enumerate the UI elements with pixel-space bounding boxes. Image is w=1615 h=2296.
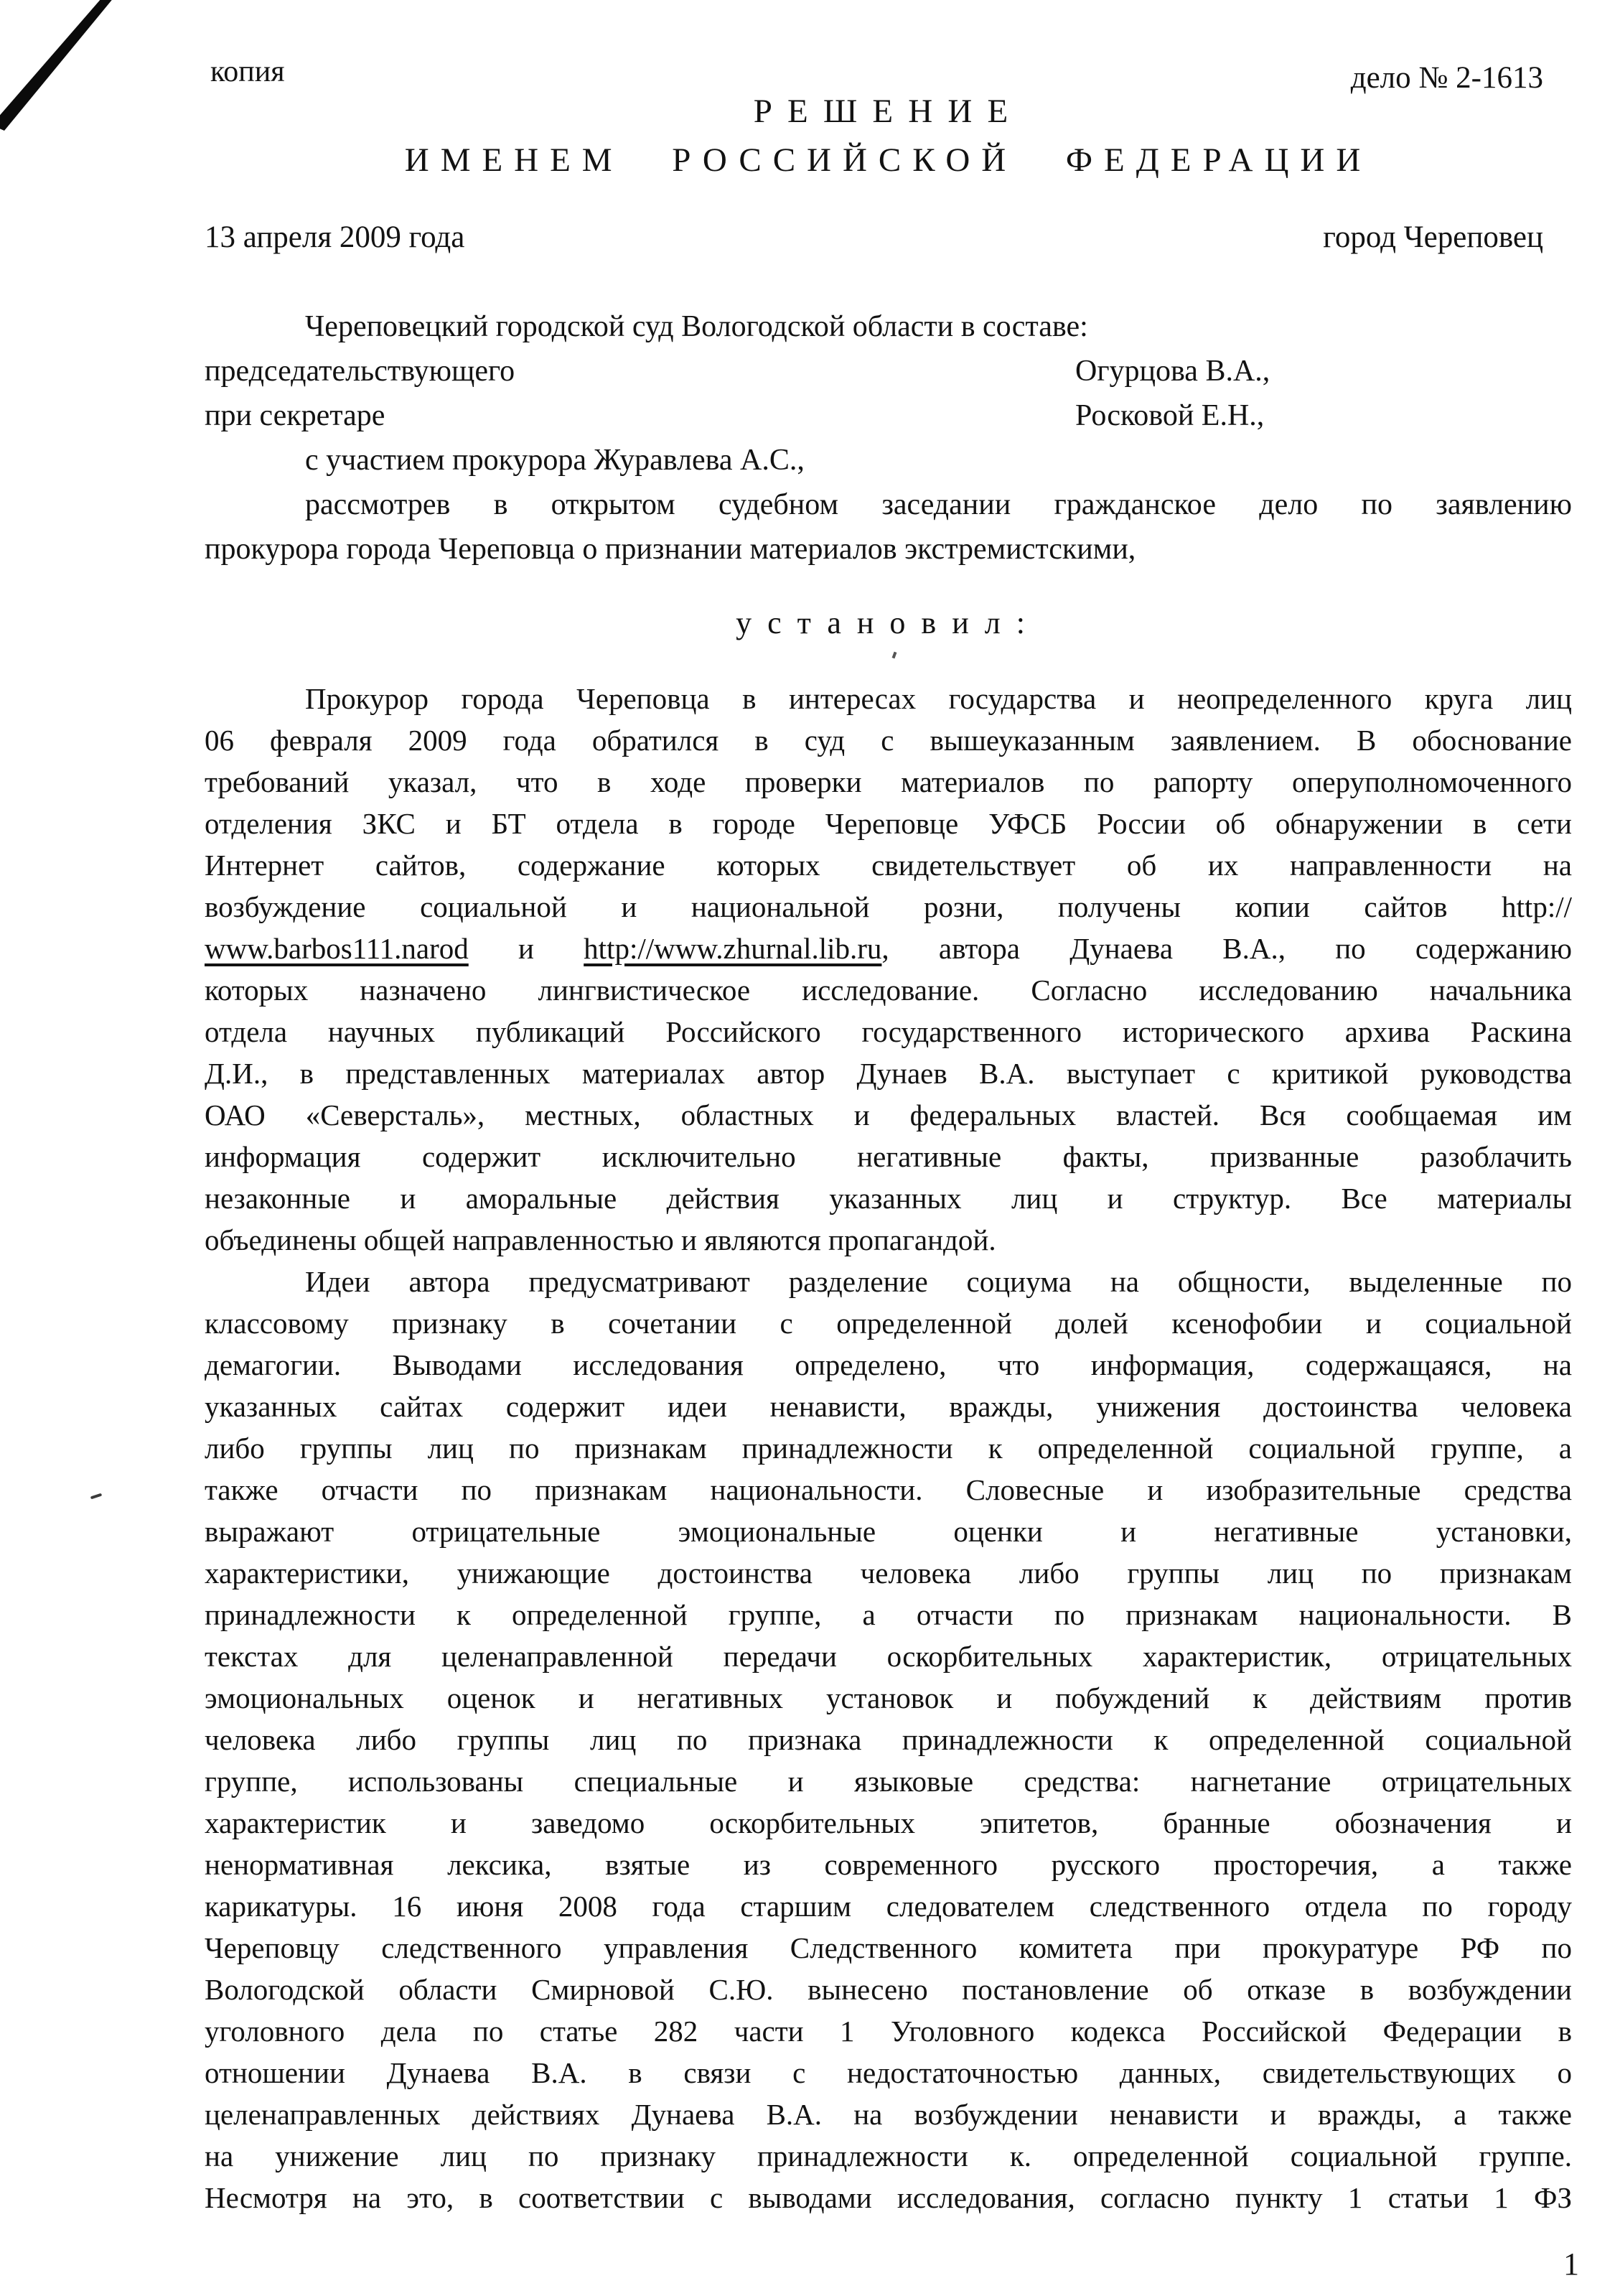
text-run: 06 февраля 2009 года обратился в суд с вышеуказанным заявлением. В обоснование [205, 724, 1572, 757]
copy-label: копия [210, 55, 285, 88]
text-run: Прокурор города Череповца в интересах государства и неопределенного круга лиц [305, 682, 1572, 715]
text-line [205, 1760, 1572, 1802]
text-run: объединены общей направленностью и являются пропагандой. [205, 1223, 996, 1256]
text-line [205, 1594, 1572, 1635]
text-line [205, 1302, 1572, 1344]
text-line [205, 1011, 1572, 1053]
text-run: Идеи автора предусматривают разделение социума на общности, выделенные по [305, 1265, 1572, 1298]
considered-lines [205, 482, 1572, 571]
text-run: Череповцу следственного управления Следственного комитета при прокуратуре РФ по [205, 1931, 1572, 1964]
text-run: характеристик и заведомо оскорбительных эпитетов, бранные обозначения и [205, 1806, 1572, 1839]
text-line [205, 482, 1572, 527]
text-line [205, 1053, 1572, 1094]
text-run: и [468, 932, 584, 965]
text-line [205, 1511, 1572, 1552]
text-run: прокурора города Череповца о признании материалов экстремистскими, [205, 533, 1136, 566]
text-line [205, 886, 1572, 928]
decision-body [205, 678, 1572, 2218]
text-run: Несмотря на это, в соответствии с выводами исследования, согласно пункту 1 статьи 1 ФЗ [205, 2181, 1572, 2214]
text-run: информация содержит исключительно негативные факты, призванные разоблачить [205, 1140, 1572, 1173]
text-run: незаконные и аморальные действия указанных лиц и структур. Все материалы [205, 1182, 1572, 1215]
underlined-url: http://www.zhurnal.lib.ru [584, 932, 882, 965]
decision-city: город Череповец [1323, 220, 1543, 254]
decision-title: РЕШЕНИЕ [753, 93, 1024, 130]
text-line [205, 2135, 1572, 2177]
text-line [205, 1885, 1572, 1927]
dot-scan-artifact [892, 652, 897, 659]
text-line [205, 1635, 1572, 1677]
text-line [205, 761, 1572, 803]
text-line [205, 1469, 1572, 1511]
date-city-row [205, 220, 1543, 255]
text-run: , автора Дунаева В.А., по содержанию [881, 932, 1572, 965]
decision-date: 13 апреля 2009 года [205, 220, 465, 254]
established-heading: установил: [736, 605, 1041, 640]
secretary-role: при секретаре [205, 399, 385, 432]
text-line [205, 2010, 1572, 2052]
presiding-judge-role: председательствующего [205, 355, 515, 388]
text-line [205, 928, 1572, 969]
text-run: выражают отрицательные эмоциональные оценки и негативные установки, [205, 1515, 1572, 1548]
text-run: демагогии. Выводами исследования определено, что информация, содержащаяся, на [205, 1348, 1572, 1381]
text-run: принадлежности к определенной группе, а отчасти по признакам национальности. В [205, 1598, 1572, 1631]
text-line [205, 1969, 1572, 2010]
text-run: карикатуры. 16 июня 2008 года старшим следователем следственного отдела по городу [205, 1890, 1572, 1923]
text-run: текстах для целенаправленной передачи оскорбительных характеристик, отрицательных [205, 1640, 1572, 1673]
text-run: требований указал, что в ходе проверки материалов по рапорту оперуполномоченного [205, 765, 1572, 798]
court-composition-block [205, 304, 1572, 571]
text-line [205, 969, 1572, 1011]
text-run: Интернет сайтов, содержание которых свидетельствует об их направленности на [205, 849, 1572, 882]
case-number: дело № 2-1613 [1350, 61, 1543, 95]
page-number: 1 [1563, 2246, 1579, 2282]
text-run: целенаправленных действиях Дунаева В.А. на возбуждении ненависти и вражды, а также [205, 2098, 1572, 2131]
text-line [205, 1386, 1572, 1427]
pen-stroke-mark [0, 0, 126, 141]
text-line [205, 719, 1572, 761]
text-line [205, 678, 1572, 719]
text-run: отношении Дунаева В.А. в связи с недостаточностью данных, свидетельствующих о [205, 2056, 1572, 2089]
text-line [205, 1177, 1572, 1219]
facts-paragraph-2 [205, 1261, 1572, 2218]
text-line [205, 1427, 1572, 1469]
text-run: Вологодской области Смирновой С.Ю. вынесено постановление об отказе в возбуждении [205, 1973, 1572, 2006]
text-line [205, 1094, 1572, 1136]
text-run: возбуждение социальной и национальной розни, получены копии сайтов http:// [205, 890, 1572, 923]
text-run: указанных сайтах содержит идеи ненависти, вражды, унижения достоинства человека [205, 1390, 1572, 1423]
text-run: уголовного дела по статье 282 части 1 Уголовного кодекса Российской Федерации в [205, 2015, 1572, 2048]
text-run: либо группы лиц по признакам принадлежности к определенной социальной группе, а [205, 1432, 1572, 1465]
text-run: эмоциональных оценок и негативных установок и побуждений к действиям против [205, 1681, 1572, 1714]
text-line [205, 1927, 1572, 1969]
in-the-name-of-rf-title: ИМЕНЕМ РОССИЙСКОЙ ФЕДЕРАЦИИ [404, 141, 1372, 179]
text-line [205, 527, 1572, 571]
text-line [205, 1719, 1572, 1760]
text-run: рассмотрев в открытом судебном заседании гражданское дело по заявлению [305, 488, 1572, 521]
text-line [205, 1136, 1572, 1177]
text-run: которых назначено лингвистическое исследование. Согласно исследованию начальника [205, 974, 1572, 1007]
text-line [205, 1261, 1572, 1302]
text-line [205, 2094, 1572, 2135]
prosecutor-line: с участием прокурора Журавлева А.С., [305, 444, 805, 477]
text-run: на унижение лиц по признаку принадлежности к. определенной социальной группе. [205, 2139, 1572, 2173]
text-run: характеристики, унижающие достоинства человека либо группы лиц по признакам [205, 1557, 1572, 1590]
text-line [205, 844, 1572, 886]
text-run: человека либо группы лиц по признака принадлежности к определенной социальной [205, 1723, 1572, 1756]
text-line [205, 1552, 1572, 1594]
text-run: классовому признаку в сочетании с определенной долей ксенофобии и социальной [205, 1307, 1572, 1340]
secretary-row [205, 393, 1572, 438]
text-run: ОАО «Северсталь», местных, областных и федеральных властей. Вся сообщаемая им [205, 1098, 1572, 1131]
court-line: Череповецкий городской суд Вологодской области в составе: [305, 310, 1088, 343]
text-line [205, 1344, 1572, 1386]
text-line [205, 1844, 1572, 1885]
text-run: отдела научных публикаций Российского государственного исторического архива Раскина [205, 1015, 1572, 1048]
text-run: отделения ЗКС и БТ отдела в городе Череповце УФСБ России об обнаружении в сети [205, 807, 1572, 840]
margin-scan-artifact [90, 1493, 102, 1500]
text-run: также отчасти по признакам национальности. Словесные и изобразительные средства [205, 1473, 1572, 1506]
secretary-name: Росковой Е.Н., [1075, 399, 1265, 432]
presiding-judge-row [205, 349, 1572, 393]
text-line [205, 2177, 1572, 2218]
text-line [205, 1219, 1572, 1261]
text-run: группе, использованы специальные и языковые средства: нагнетание отрицательных [205, 1765, 1572, 1798]
presiding-judge-name: Огурцова В.А., [1075, 355, 1270, 388]
text-run: Д.И., в представленных материалах автор Дунаев В.А. выступает с критикой руководства [205, 1057, 1572, 1090]
underlined-url: www.barbos111.narod [205, 932, 469, 965]
text-line [205, 1802, 1572, 1844]
text-line [205, 803, 1572, 844]
text-line [205, 2052, 1572, 2094]
facts-paragraph-1 [205, 678, 1572, 1261]
text-run: ненормативная лексика, взятые из современного русского просторечия, а также [205, 1848, 1572, 1881]
text-line [205, 1677, 1572, 1719]
